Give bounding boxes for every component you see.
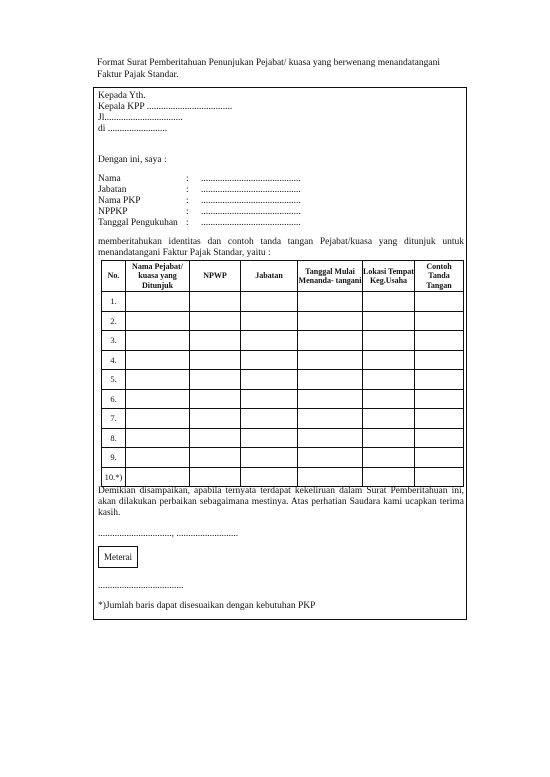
table-cell (298, 467, 363, 487)
table-row (102, 428, 464, 448)
table-cell (241, 350, 298, 370)
identity-colon: : (186, 218, 189, 228)
row-number: 4. (102, 350, 126, 370)
table-cell (415, 448, 464, 468)
table-cell (241, 292, 298, 312)
table-row (102, 448, 464, 468)
table-cell (363, 409, 415, 429)
table-row (102, 370, 464, 390)
column-header: Jabatan (241, 261, 298, 292)
row-number: 5. (102, 370, 126, 390)
address-line: Kepala KPP .................................... (98, 102, 233, 112)
table-cell (363, 331, 415, 351)
official-table (101, 260, 464, 487)
table-cell (190, 311, 241, 331)
table-cell (363, 292, 415, 312)
identity-label: Nama PKP (98, 196, 141, 206)
table-cell (415, 467, 464, 487)
table-cell (415, 292, 464, 312)
letter-frame (93, 87, 467, 620)
table-cell (190, 409, 241, 429)
table-cell (241, 467, 298, 487)
signature-line: .................................... (98, 581, 184, 591)
table-cell (298, 292, 363, 312)
identity-row-nama-pkp (98, 196, 301, 207)
identity-value: .......................................... (201, 207, 301, 217)
table-cell (126, 370, 190, 390)
table-cell (415, 389, 464, 409)
identity-colon: : (186, 207, 189, 217)
notify-paragraph: memberitahukan identitas dan contoh tanda tangan Pejabat/kuasa yang ditunjuk untuk menandatangani Faktur Pajak Standar, yaitu : (98, 237, 464, 258)
column-header: Tanggal Mulai Menanda- tangani (298, 261, 363, 292)
column-header: Contoh Tanda Tangan (415, 261, 464, 292)
identity-label: NPPKP (98, 207, 128, 217)
table-cell (363, 370, 415, 390)
identity-block (98, 174, 301, 229)
identity-row-nppkp (98, 207, 301, 218)
table-cell (126, 448, 190, 468)
table-cell (415, 350, 464, 370)
stamp-box: Meterai (98, 546, 138, 568)
table-cell (126, 467, 190, 487)
table-cell (363, 448, 415, 468)
table-cell (126, 292, 190, 312)
table-row (102, 292, 464, 312)
identity-value: .......................................... (201, 185, 301, 195)
table-cell (190, 389, 241, 409)
table-cell (241, 389, 298, 409)
identity-value: .......................................... (201, 218, 301, 228)
identity-colon: : (186, 174, 189, 184)
table-cell (190, 467, 241, 487)
footnote: *)Jumlah baris dapat disesuaikan dengan kebutuhan PKP (98, 601, 316, 611)
identity-colon: : (186, 185, 189, 195)
table-cell (190, 370, 241, 390)
address-block (98, 91, 232, 135)
table-cell (126, 350, 190, 370)
table-cell (241, 311, 298, 331)
table-cell (126, 311, 190, 331)
identity-row-tanggal-pengukuhan (98, 218, 301, 229)
row-number: 6. (102, 389, 126, 409)
table-cell (126, 409, 190, 429)
table-cell (190, 448, 241, 468)
row-number: 9. (102, 448, 126, 468)
table-row (102, 350, 464, 370)
row-number: 7. (102, 409, 126, 429)
table-cell (190, 331, 241, 351)
column-header: Lokasi Tempat Keg.Usaha (363, 261, 415, 292)
table-cell (298, 428, 363, 448)
greeting: Dengan ini, saya : (98, 155, 167, 165)
closing-paragraph: Demikian disampaikan, apabila ternyata terdapat kekeliruan dalam Surat Pemberitahuan ini, akan dilakukan perbaikan sebagaimana mestinya. Atas perhatian Saudara kami ucapkan terima kasih. (98, 486, 464, 518)
address-line: di ......................... (98, 124, 168, 134)
table-cell (241, 409, 298, 429)
table-cell (415, 370, 464, 390)
address-line: Kepada Yth. (98, 91, 146, 101)
table-cell (298, 389, 363, 409)
row-number: 10.*) (102, 467, 126, 487)
table-cell (415, 331, 464, 351)
table-cell (241, 331, 298, 351)
identity-row-jabatan (98, 185, 301, 196)
table-cell (126, 331, 190, 351)
table-cell (415, 311, 464, 331)
address-line: Jl................................. (98, 113, 183, 123)
table-cell (126, 428, 190, 448)
table-cell (298, 409, 363, 429)
identity-row-nama (98, 174, 301, 185)
table-cell (298, 370, 363, 390)
table-row (102, 389, 464, 409)
identity-label: Nama (98, 174, 121, 184)
table-cell (126, 389, 190, 409)
table-cell (363, 389, 415, 409)
column-header: NPWP (190, 261, 241, 292)
table-cell (298, 331, 363, 351)
table-cell (363, 428, 415, 448)
identity-label: Tanggal Pengukuhan (98, 218, 178, 228)
table-cell (298, 350, 363, 370)
table-cell (363, 467, 415, 487)
intro-text: Format Surat Pemberitahuan Penunjukan Pejabat/ kuasa yang berwenang menandatangani Faktur Pajak Standar. (97, 58, 440, 80)
identity-colon: : (186, 196, 189, 206)
table-cell (363, 350, 415, 370)
table-row (102, 331, 464, 351)
row-number: 3. (102, 331, 126, 351)
row-number: 8. (102, 428, 126, 448)
table-cell (190, 292, 241, 312)
table-cell (363, 311, 415, 331)
table-header-row (102, 261, 464, 292)
identity-value: .......................................... (201, 174, 301, 184)
table-cell (298, 311, 363, 331)
place-date-line: ..............................., .......................... (98, 529, 239, 539)
row-number: 1. (102, 292, 126, 312)
table-cell (415, 409, 464, 429)
identity-label: Jabatan (98, 185, 127, 195)
table-cell (190, 350, 241, 370)
table-cell (298, 448, 363, 468)
column-header: Nama Pejabat/ kuasa yang Ditunjuk (126, 261, 190, 292)
table-cell (241, 448, 298, 468)
column-header: No. (102, 261, 126, 292)
table-cell (415, 428, 464, 448)
table-row (102, 409, 464, 429)
row-number: 2. (102, 311, 126, 331)
table-row (102, 311, 464, 331)
table-cell (241, 370, 298, 390)
table-cell (241, 428, 298, 448)
table-row (102, 467, 464, 487)
table-cell (190, 428, 241, 448)
identity-value: .......................................... (201, 196, 301, 206)
